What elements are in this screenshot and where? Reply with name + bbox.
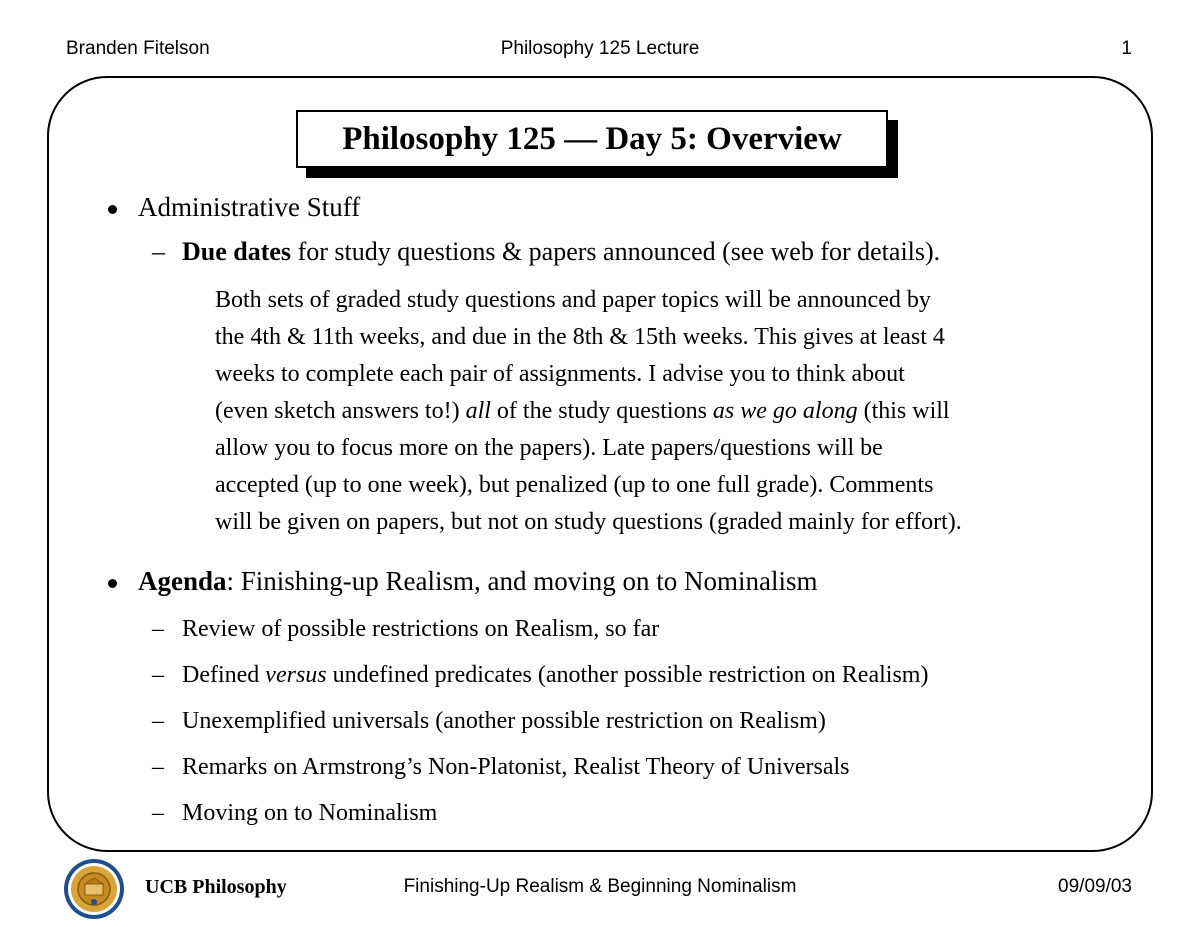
bullet-label: Administrative Stuff	[138, 192, 361, 222]
bullet-dot	[108, 205, 117, 214]
para-line: allow you to focus more on the papers). Late papers/questions will be	[215, 435, 883, 461]
dash-marker: –	[152, 237, 165, 266]
due-dates-text: for study questions & papers announced (see web for details).	[291, 237, 941, 266]
agenda-bold: Agenda	[138, 566, 227, 596]
para-text: (even sketch answers to!)	[215, 398, 466, 424]
page-header	[0, 38, 1200, 66]
header-page-number: 1	[1121, 38, 1132, 59]
header-course: Philosophy 125 Lecture	[500, 38, 700, 59]
page-footer	[0, 858, 1200, 918]
admin-paragraph	[215, 282, 1115, 541]
agenda-item-text: Remarks on Armstrong’s Non-Platonist, Realist Theory of Universals	[182, 754, 850, 780]
dash-marker: –	[152, 616, 164, 642]
footer-org: UCB Philosophy	[145, 876, 287, 898]
para-line: will be given on papers, but not on study questions (graded mainly for effort).	[215, 509, 962, 535]
para-line: the 4th & 11th weeks, and due in the 8th & 15th weeks. This gives at least 4	[215, 324, 945, 350]
para-italic-all: all	[465, 398, 491, 424]
dash-marker: –	[152, 800, 164, 826]
agenda-item-text: Unexemplified universals (another possible restriction on Realism)	[182, 708, 826, 734]
para-text: (this will	[857, 398, 950, 424]
dash-marker: –	[152, 662, 164, 688]
agenda-item-text: undefined predicates (another possible restriction on Realism)	[326, 662, 929, 688]
para-line: accepted (up to one week), but penalized (up to one full grade). Comments	[215, 472, 934, 498]
para-italic-as-we-go-along: as we go along	[712, 398, 858, 424]
due-dates-bold: Due dates	[182, 237, 292, 266]
agenda-item-text: Moving on to Nominalism	[182, 800, 438, 826]
footer-date: 09/09/03	[1058, 876, 1132, 897]
slide-title-box	[296, 110, 888, 168]
agenda-text: : Finishing-up Realism, and moving on to Nominalism	[226, 566, 818, 596]
agenda-italic-versus: versus	[265, 662, 327, 688]
agenda-item-text: Review of possible restrictions on Realism, so far	[182, 616, 660, 642]
dash-marker: –	[152, 754, 164, 780]
slide-title: Philosophy 125 — Day 5: Overview	[296, 110, 888, 168]
footer-subtitle: Finishing-Up Realism & Beginning Nominalism	[403, 876, 797, 897]
bullet-dot	[108, 579, 117, 588]
agenda-item-text: Defined	[182, 662, 266, 688]
header-author: Branden Fitelson	[66, 38, 210, 59]
dash-marker: –	[152, 708, 164, 734]
para-text: of the study questions	[490, 398, 713, 424]
para-line: Both sets of graded study questions and paper topics will be announced by	[215, 287, 931, 313]
para-line: weeks to complete each pair of assignments. I advise you to think about	[215, 361, 905, 387]
para-line	[215, 393, 1115, 430]
